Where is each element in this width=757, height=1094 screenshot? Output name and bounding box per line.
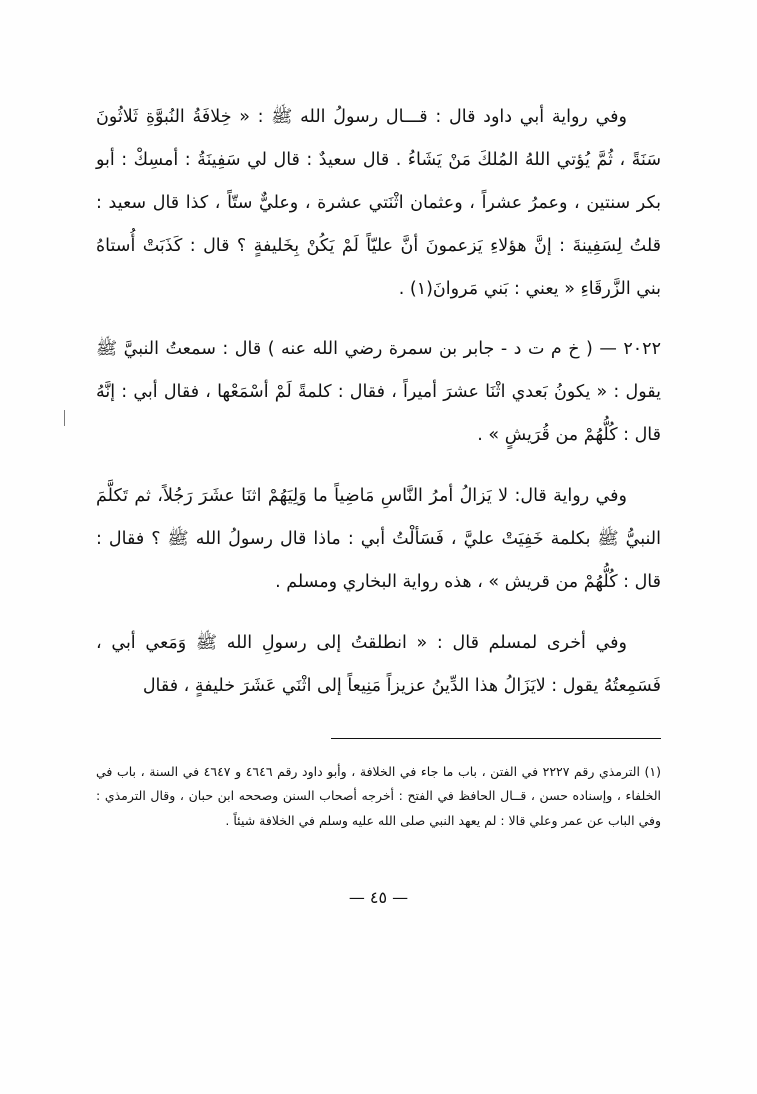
line: كذا قال سعيد : قلتُ لِسَفِينةَ : إنَّ هؤلاءِ يَزعمونَ أنَّ عليّاً لَمْ يَكُنْ [96,192,661,256]
line: بِخَليفةٍ ؟ قال : كَذَبَتْ أُستاهُ بني الزَّرقَاءِ « يعني : بَني مَروانَ(١) . [96,235,661,299]
hadith-line: النبيَّ ﷺ يقول : « يكونُ بَعدي اثْنَا عشرَ أميراً ، فقال : كلمةً لَمْ أسْمَعْها ، [96,339,661,403]
footnote-separator [331,738,661,739]
line: وفي رواية قال: لا يَزالُ أمرُ النَّاسِ مَاضِياً ما وَلِيَهُمْ اثنَا عشَرَ رَجُلاً، [157,486,627,506]
footnote-line: (١) الترمذي رقم ٢٢٢٧ في الفتن ، باب ما جاء في الخلافة ، وأبو داود رقم ٤٦٤٦ و ٤٦٤٧ في [182,764,662,779]
margin-tick-mark [64,410,65,426]
paragraph-hadith-2022 [96,328,661,457]
line: ثم تَكلَّمَ النبيُّ ﷺ بكلمة خَفِيَتْ عليَّ ، فَسَألْتُ أبي : ماذا قال رسولُ الله [96,486,661,549]
page-body [96,96,661,711]
footnote-area [96,760,661,833]
paragraph-abu-dawud-narration [96,96,661,310]
footnote-1 [96,760,661,833]
footnote-line: عليه وسلم في الخلافة شيئاً . [225,812,375,828]
hadith-line: ٢٠٢٢ — ( خ م ت د - جابر بن سمرة رضي الله عنه ) قال : سمعتُ [165,339,661,360]
paragraph-muslim-narration [96,622,661,708]
footnote-line: وصححه ابن حبان ، وقال الترمذي : وفي الباب عن عمر وعلي قالا : لم يعهد النبي صلى الله [96,788,661,828]
paragraph-another-narration [96,475,661,604]
line: ﷺ ؟ فقال : قال : كُلُّهُمْ من قريش » ، هذه رواية البخاري ومسلم . [96,528,661,592]
footnote-line: السنة ، باب في الخلفاء ، وإسناده حسن ، قــال الحافظ في الفتح : أخرجه أصحاب السنن [96,764,661,804]
line: ثَلاثُونَ سَنَةً ، ثُمَّ يُؤتي اللهُ المُلكَ مَنْ يَشَاءُ . قال سعيدٌ : قال لي سَفِينَةُ : [96,107,661,170]
paragraph-spacer [96,461,661,475]
paragraph-spacer [96,314,661,328]
page-number: — ٤٥ — [348,888,409,907]
paragraph-spacer [96,608,661,622]
hadith-line: فقال أبي : إنَّهُ قال : كُلُّهُمْ من قُرَيشٍ » . [96,382,661,446]
line: أمسِكْ : أبو بكر سنتين ، وعمرُ عشراً ، وعثمان اثْنَتي عشرة ، وعليٌّ ستّاً ، [96,149,661,213]
line: وفي أخرى لمسلم قال : « انطلقتُ إلى رسولِ الله ﷺ وَمَعي أبي ، [96,632,627,653]
line: وفي رواية أبي داود قال : قـــال رسولُ الله ﷺ : « خِلافَةُ النُبوَّةِ [145,107,627,127]
line: فَسَمِعتُهُ يقول : لايَزَالُ هذا الدِّينُ عزيزاً مَنِيعاً إلى اثْنَي عَشَرَ خليفةٍ ، فقال [142,675,661,696]
